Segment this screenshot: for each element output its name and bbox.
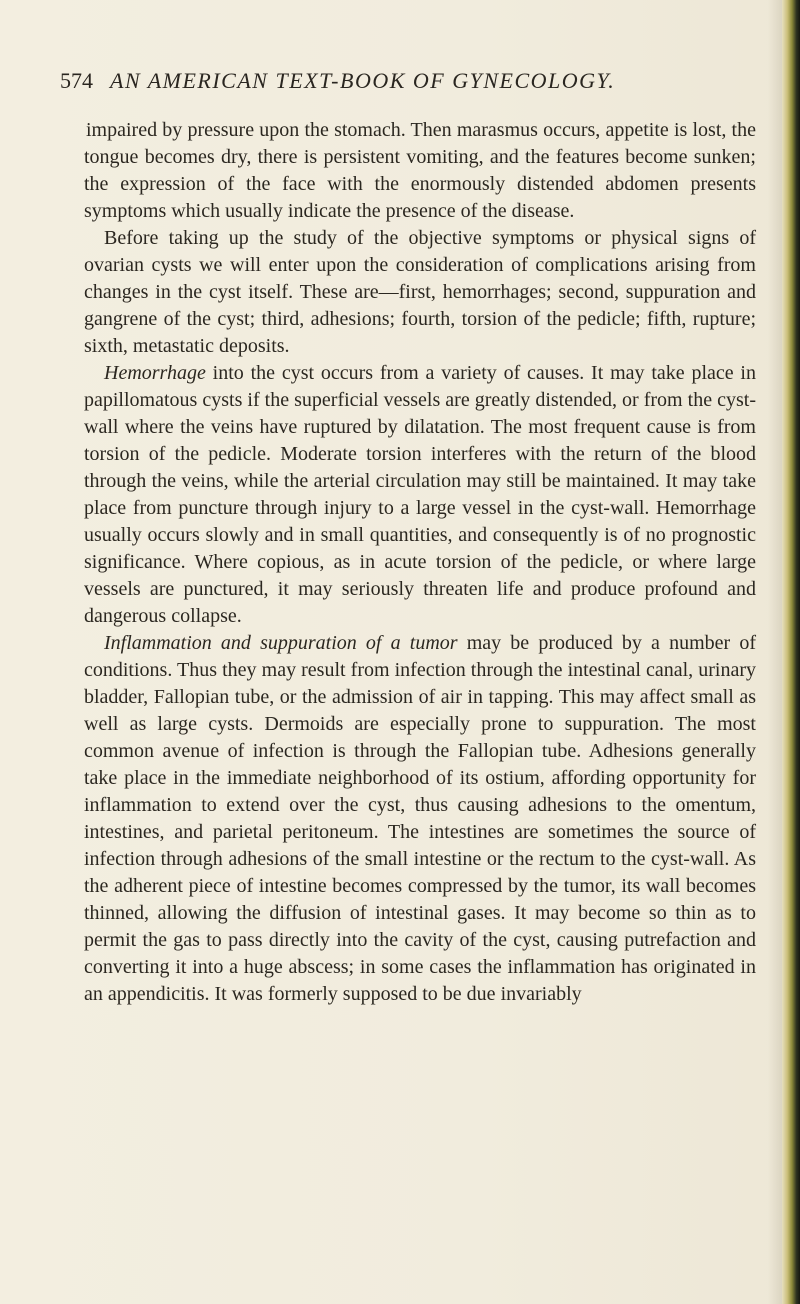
paragraph-4 [84, 630, 756, 1008]
page-number: 574 [60, 68, 93, 93]
paragraph-3-lead: Hemorrhage [104, 362, 206, 384]
running-title: AN AMERICAN TEXT-BOOK OF GYNECOLOGY. [110, 68, 616, 93]
paragraph-1-text: impaired by pressure upon the stomach. Then marasmus occurs, appetite is lost, the tongue becomes dry, there is persistent vomiting, and the features become sunken; the expression of the face with the enormously distended abdomen presents symptoms which usually indicate the presence of the disease. [84, 119, 756, 222]
paragraph-4-lead: Inflammation and suppuration of a tumor [104, 632, 458, 654]
book-spine-edge [782, 0, 800, 1304]
running-head [60, 68, 760, 98]
paragraph-1 [84, 117, 756, 225]
paragraph-3 [84, 360, 756, 630]
paragraph-2-text: Before taking up the study of the objective symptoms or physical signs of ovarian cysts we will enter upon the consideration of complications arising from changes in the cyst itself. These are—first, hemorrhages; second, suppuration and gangrene of the cyst; third, adhesions; fourth, torsion of the pedicle; fifth, rupture; sixth, metastatic deposits. [84, 227, 756, 357]
paragraph-4-text: may be produced by a number of conditions. Thus they may result from infection through the intestinal canal, urinary bladder, Fallopian tube, or the admission of air in tapping. This may affect small as well as large cysts. Dermoids are especially prone to suppuration. The most common avenue of infection is through the Fallopian tube. Adhesions generally take place in the immediate neighborhood of its ostium, affording opportunity for inflammation to extend over the cyst, thus causing adhesions to the omentum, intestines, and parietal peritoneum. The intestines are sometimes the source of infection through adhesions of the small intestine or the rectum to the cyst-wall. As the adherent piece of intestine becomes compressed by the tumor, its wall becomes thinned, allowing the diffusion of intestinal gases. It may become so thin as to permit the gas to pass directly into the cavity of the cyst, causing putrefaction and converting it into a huge abscess; in some cases the inflammation has originated in an appendicitis. It was formerly supposed to be due invariably [84, 632, 756, 1005]
body-text [84, 117, 756, 1008]
paragraph-2 [84, 225, 756, 360]
paragraph-3-text: into the cyst occurs from a variety of causes. It may take place in papillomatous cysts if the superficial vessels are greatly distended, or from the cyst-wall where the veins have ruptured by dilatation. The most frequent cause is from torsion of the pedicle. Moderate torsion interferes with the return of the blood through the veins, while the arterial circulation may still be maintained. It may take place from puncture through injury to a large vessel in the cyst-wall. Hemorrhage usually occurs slowly and in small quantities, and consequently is of no prognostic significance. Where copious, as in acute torsion of the pedicle, or where large vessels are punctured, it may seriously threaten life and produce profound and dangerous collapse. [84, 362, 756, 627]
page-gutter-shadow [768, 0, 782, 1304]
